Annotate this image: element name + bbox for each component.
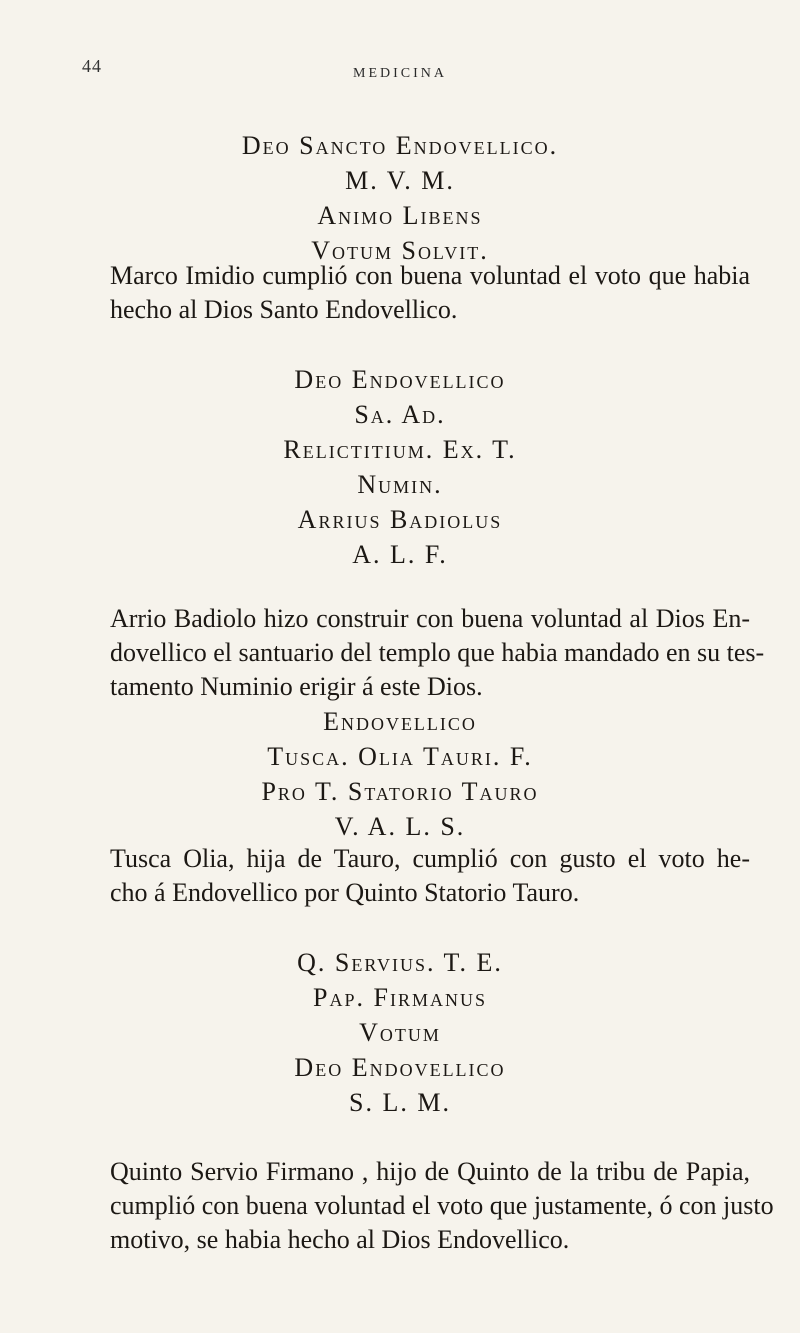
translation-line: Tusca Olia, hija de Tauro, cumplió con gusto el voto he- bbox=[110, 844, 750, 873]
inscription-line: Endovellico bbox=[323, 707, 477, 736]
inscription-block bbox=[0, 362, 800, 572]
page-number: 44 bbox=[82, 56, 102, 76]
translation-line: Arrio Badiolo hizo construir con buena voluntad al Dios En- bbox=[110, 604, 750, 633]
inscription-line: Deo Sancto Endovellico. bbox=[241, 131, 559, 160]
translation-paragraph bbox=[110, 842, 750, 910]
translation-line: Marco Imidio cumplió con buena voluntad el voto que habia bbox=[110, 261, 750, 290]
inscription-line: V. A. L. S. bbox=[334, 812, 466, 841]
inscription-line: Arrius Badiolus bbox=[297, 505, 503, 534]
inscription-line: Animo Libens bbox=[317, 201, 483, 230]
inscription-line: Q. Servius. T. E. bbox=[297, 948, 503, 977]
inscription-line: Votum bbox=[359, 1018, 441, 1047]
inscription-block bbox=[0, 945, 800, 1120]
translation-paragraph bbox=[110, 1155, 774, 1257]
inscription-line: S. L. M. bbox=[349, 1088, 451, 1117]
inscription-line: Pap. Firmanus bbox=[313, 983, 487, 1012]
translation-line: motivo, se habia hecho al Dios Endovellico. bbox=[110, 1225, 570, 1254]
inscription-line: Pro T. Statorio Tauro bbox=[261, 777, 539, 806]
inscription-line: Tusca. Olia Tauri. F. bbox=[267, 742, 533, 771]
running-head: MEDICINA bbox=[353, 66, 447, 81]
translation-line: hecho al Dios Santo Endovellico. bbox=[110, 295, 458, 324]
inscription-line: Deo Endovellico bbox=[294, 365, 506, 394]
translation-line: tamento Numinio erigir á este Dios. bbox=[110, 672, 483, 701]
inscription-line: M. V. M. bbox=[345, 166, 455, 195]
translation-line: dovellico el santuario del templo que habia mandado en su tes- bbox=[110, 638, 765, 667]
translation-paragraph bbox=[110, 602, 765, 704]
translation-line: Quinto Servio Firmano , hijo de Quinto de la tribu de Papia, bbox=[110, 1157, 750, 1186]
translation-line: cho á Endovellico por Quinto Statorio Tauro. bbox=[110, 878, 580, 907]
inscription-line: Numin. bbox=[357, 470, 443, 499]
inscription-line: Votum Solvit. bbox=[311, 236, 489, 265]
inscription-block bbox=[0, 704, 800, 844]
translation-line: cumplió con buena voluntad el voto que justamente, ó con justo bbox=[110, 1191, 774, 1220]
inscription-line: Deo Endovellico bbox=[294, 1053, 506, 1082]
inscription-block bbox=[0, 128, 800, 268]
inscription-line: Relictitium. Ex. T. bbox=[283, 435, 517, 464]
inscription-line: A. L. F. bbox=[352, 540, 448, 569]
inscription-line: Sa. Ad. bbox=[354, 400, 446, 429]
translation-paragraph bbox=[110, 259, 750, 327]
